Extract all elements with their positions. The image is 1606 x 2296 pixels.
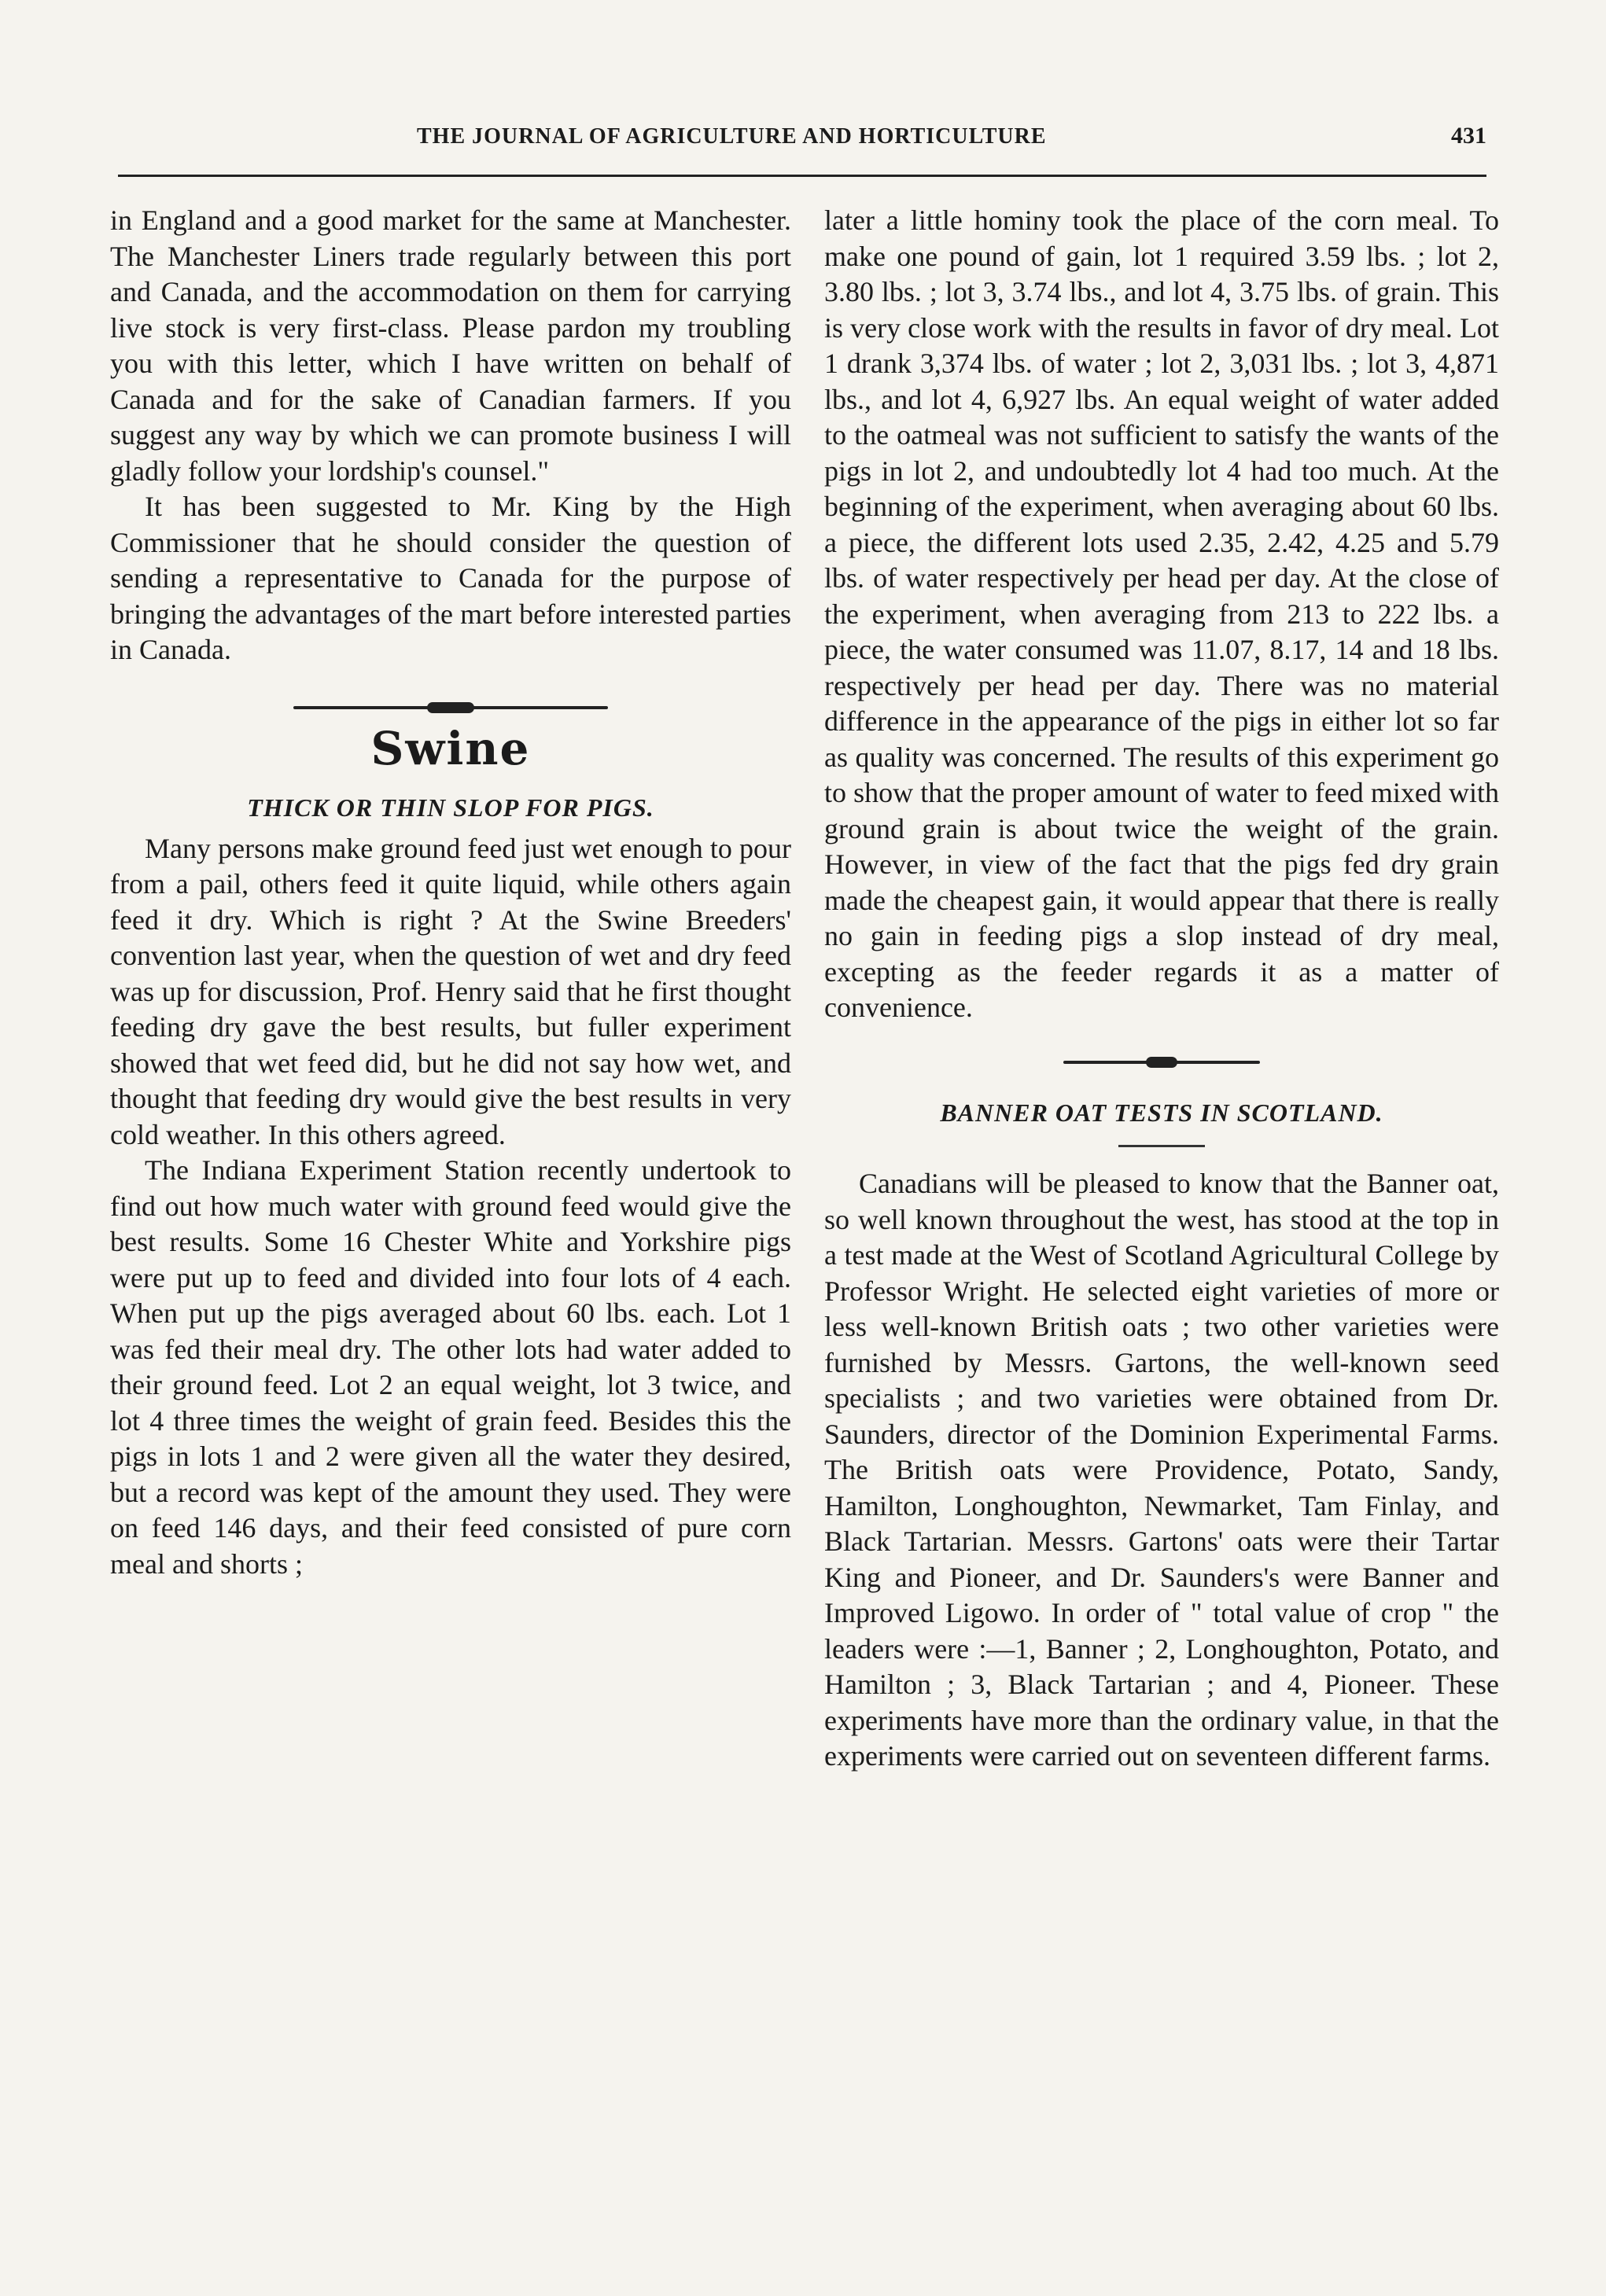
running-head: THE JOURNAL OF AGRICULTURE AND HORTICULTURE	[417, 124, 1047, 149]
divider-ornament	[1146, 1057, 1177, 1068]
paragraph-commissioner: It has been suggested to Mr. King by the High Commissioner that he should consider the question of sending a representative to Canada for the purpose of bringing the advantages of the mart before interested parties in Canada.	[110, 491, 791, 665]
paragraph-experiment-results: later a little hominy took the place of the corn meal. To make one pound of gain, lot 1 required 3.59 lbs. ; lot 2, 3.80 lbs. ; lot 3, 3.74 lbs., and lot 4, 3.75 lbs. of grain. This is very close work with the results in favor of dry meal. Lot 1 drank 3,374 lbs. of water ; lot 2, 3,031 lbs. ; lot 3, 4,871 lbs., and lot 4, 6,927 lbs. An equal weight of water added to the oatmeal was not sufficient to satisfy the wants of the pigs in lot 2, and undoubtedly lot 4 had too much. At the beginning of the experiment, when averaging about 60 lbs. a piece, the different lots used 2.35, 2.42, 4.25 and 5.79 lbs. of water respectively per head per day. At the close of the experiment, when averaging from 213 to 222 lbs. a piece, the water consumed was 11.07, 8.17, 14 and 18 lbs. respectively per head per day. There was no material difference in the appearance of the pigs in either lot so far as quality was concerned. The results of this experiment go to show that the proper amount of water to feed mixed with ground grain is about twice the weight of the grain. However, in view of the fact that the pigs fed dry grain made the cheapest gain, it would appear that there is really no gain in feeding pigs a slop instead of dry meal, excepting as the feeder regards it as a matter of convenience.	[824, 204, 1499, 1023]
article-headline: BANNER OAT TESTS IN SCOTLAND.	[940, 1098, 1383, 1127]
short-rule	[1118, 1145, 1205, 1147]
ornamental-divider	[1063, 1061, 1260, 1064]
page-number: 431	[1451, 123, 1486, 149]
header-rule	[118, 175, 1486, 177]
paragraph-letter-end: in England and a good market for the same at Manchester. The Manchester Liners trade regularly between this port and Canada, and the accommodation on them for carrying live stock is very first-class. Please pardon my troubling you with this letter, which I have written on behalf of Canada and for the sake of Canadian farmers. If you suggest any way by which we can promote business I will gladly follow your lordship's counsel."	[110, 204, 791, 487]
left-column	[110, 203, 791, 1582]
section-title: Swine	[370, 721, 531, 775]
article-headline: THICK OR THIN SLOP FOR PIGS.	[247, 793, 654, 822]
right-column	[824, 203, 1499, 1775]
ornamental-divider	[293, 706, 608, 709]
paragraph-indiana-experiment: The Indiana Experiment Station recently undertook to find out how much water with ground feed would give the best results. Some 16 Chester White and Yorkshire pigs were put up to feed and divided into four lots of 4 each. When put up the pigs averaged about 60 lbs. each. Lot 1 was fed their meal dry. The other lots had water added to their ground feed. Lot 2 an equal weight, lot 3 twice, and lot 4 three times the weight of grain feed. Besides this the pigs in lots 1 and 2 were given all the water they desired, but a record was kept of the amount they used. They were on feed 146 days, and their feed consisted of pure corn meal and shorts ;	[110, 1154, 791, 1580]
paragraph-banner-oat: Canadians will be pleased to know that the Banner oat, so well known throughout the west, has stood at the top in a test made at the West of Scotland Agricultural College by Professor Wright. He selected eight varieties of more or less well-known British oats ; two other varieties were furnished by Messrs. Gartons, the well-known seed specialists ; and two varieties were obtained from Dr. Saunders, director of the Dominion Experimental Farms. The British oats were Providence, Potato, Sandy, Hamilton, Longhoughton, Newmarket, Tam Finlay, and Black Tartarian. Messrs. Gartons' oats were their Tartar King and Pioneer, and Dr. Saunders's were Banner and Improved Ligowo. In order of " total value of crop " the leaders were :—1, Banner ; 2, Longhoughton, Potato, and Hamilton ; 3, Black Tartarian ; and 4, Pioneer. These experiments have more than the ordinary value, in that the experiments were carried out on seventeen different farms.	[824, 1168, 1499, 1772]
page-header	[118, 116, 1486, 164]
divider-ornament	[427, 702, 474, 713]
paragraph-slop-intro: Many persons make ground feed just wet enough to pour from a pail, others feed it quite liquid, while others again feed it dry. Which is right ? At the Swine Breeders' convention last year, when the question of wet and dry feed was up for discussion, Prof. Henry said that he first thought feeding dry gave the best results, but fuller experiment showed that wet feed did, but he did not say how wet, and thought that feeding dry would give the best results in very cold weather. In this others agreed.	[110, 832, 791, 1150]
